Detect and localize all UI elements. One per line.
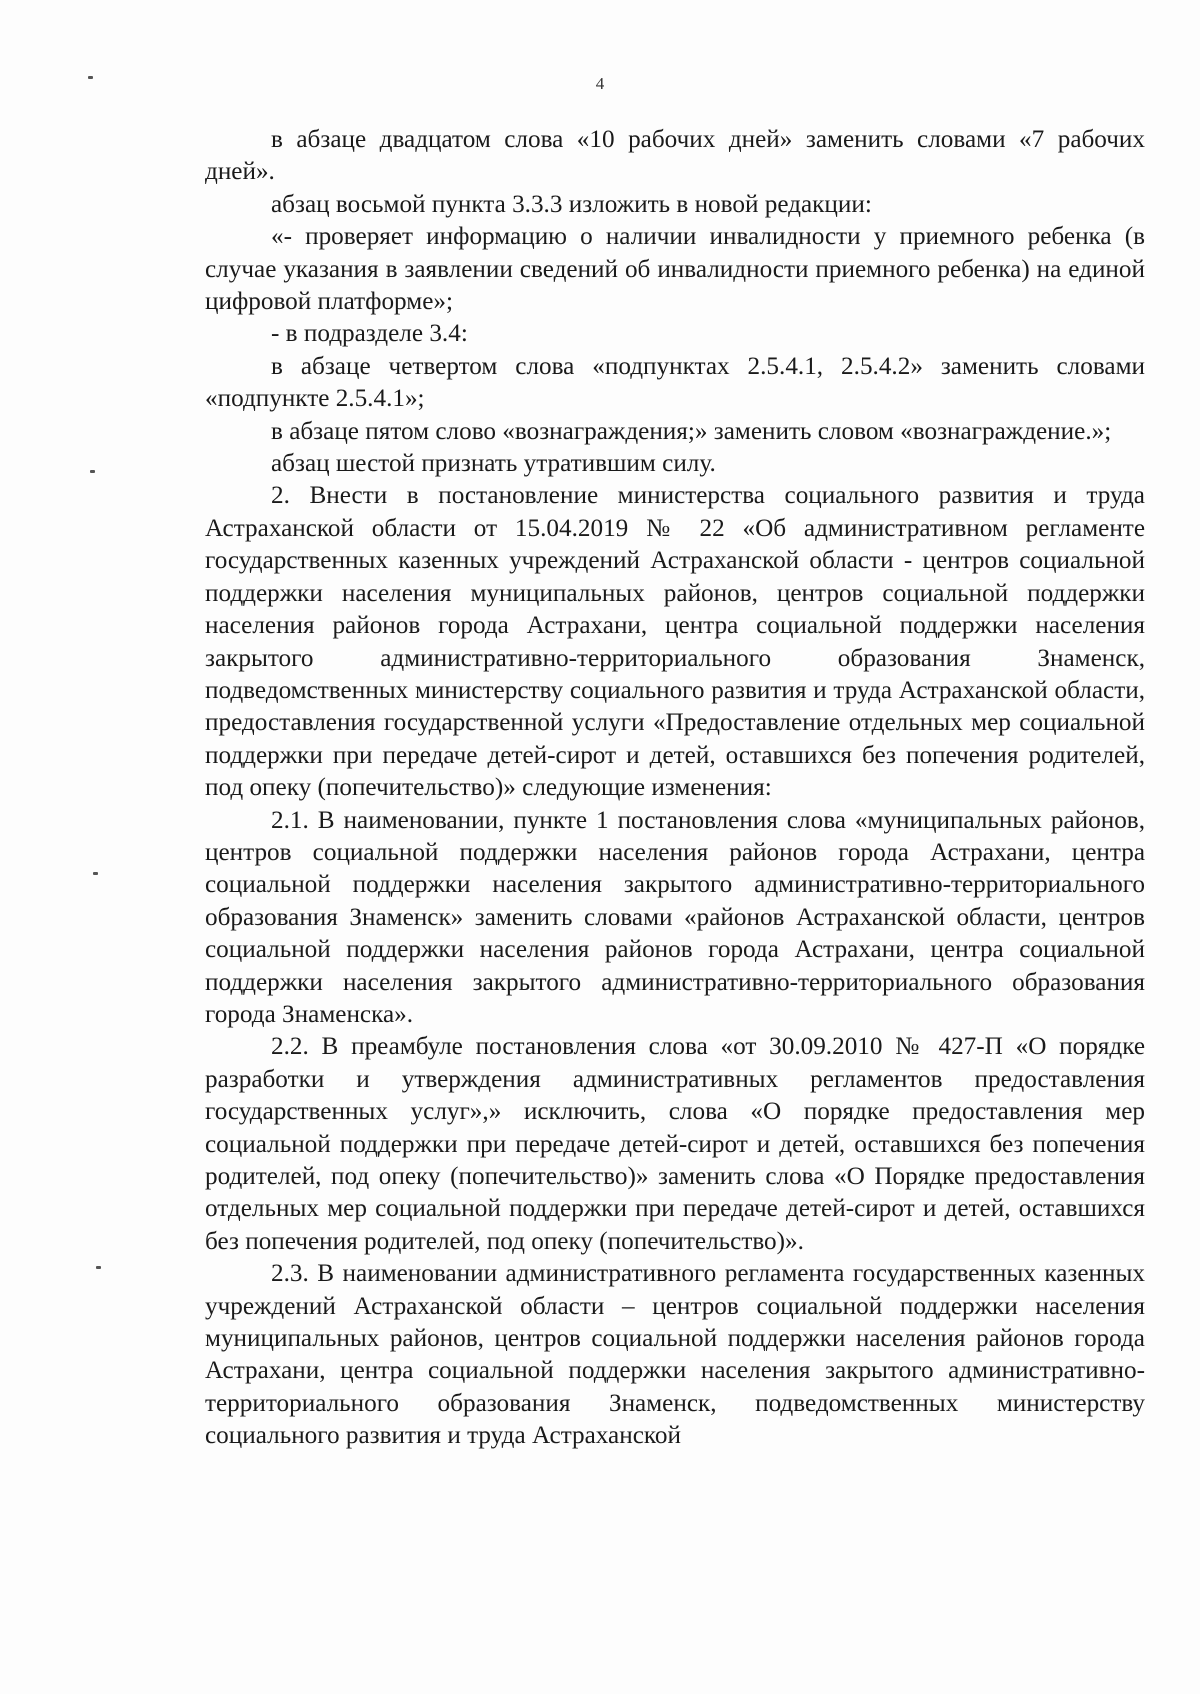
paragraph: 2.3. В наименовании административного регламента государственных казенных учреждений Астраханской области – центров социальной поддержки населения муниципальных районов, центров социальной поддержки населения районов города Астрахани, центра социальной поддержки населения закрытого административно-территориального образования Знаменск, подведомственных министерству социального развития и труда Астраханской — [205, 1260, 1145, 1450]
margin-mark — [93, 872, 98, 875]
paragraph: «- проверяет информацию о наличии инвалидности у приемного ребенка (в случае указания в заявлении сведений об инвалидности приемного ребенка) на единой цифровой платформе»; — [205, 223, 1145, 316]
paragraph: абзац шестой признать утратившим силу. — [271, 450, 716, 478]
page-number: 4 — [595, 74, 605, 93]
margin-mark — [90, 470, 95, 473]
paragraph: абзац восьмой пункта 3.3.3 изложить в новой редакции: — [271, 190, 872, 218]
paragraph: в абзаце двадцатом слова «10 рабочих дней» заменить словами «7 рабочих дней». — [205, 126, 1145, 186]
margin-mark — [96, 1266, 101, 1269]
paragraph: 2. Внести в постановление министерства социального развития и труда Астраханской области от 15.04.2019 № 22 «Об административном регламенте государственных казенных учреждений Астраханской области - центров социальной поддержки населения муниципальных районов, центров социальной поддержки населения районов города Астрахани, центра социальной поддержки населения закрытого административно-территориального образования Знаменск, подведомственных министерству социального развития и труда Астраханской области, предоставления государственной услуги «Предоставление отдельных мер социальной поддержки при передаче детей-сирот и детей, оставшихся без попечения родителей, под опеку (попечительство)» следующие изменения: — [205, 482, 1145, 802]
paragraph: 2.1. В наименовании, пункте 1 постановления слова «муниципальных районов, центров социальной поддержки населения районов города Астрахани, центра социальной поддержки населения закрытого административно-территориального образования Знаменск» заменить словами «районов Астраханской области, центров социальной поддержки населения районов города Астрахани, центра социальной поддержки населения закрытого административно-территориального образования города Знаменска». — [205, 806, 1145, 1028]
paragraph: в абзаце пятом слово «вознаграждения;» заменить словом «вознаграждение.»; — [271, 417, 1112, 445]
paragraph: 2.2. В преамбуле постановления слова «от 30.09.2010 № 427-П «О порядке разработки и утверждения административных регламентов предоставления государственных услуг»,» исключить, слова «О порядке предоставления мер социальной поддержки при передаче детей-сирот и детей, оставшихся без попечения родителей, под опеку (попечительство)» заменить слова «О Порядке предоставления отдельных мер социальной поддержки при передаче детей-сирот и детей, оставшихся без попечения родителей, под опеку (попечительство)». — [205, 1033, 1145, 1255]
margin-mark — [88, 76, 93, 79]
document-body — [205, 124, 1145, 1453]
paragraph: в абзаце четвертом слова «подпунктах 2.5.4.1, 2.5.4.2» заменить словами «подпункте 2.5.4.1»; — [205, 352, 1145, 413]
paragraph: - в подразделе 3.4: — [271, 320, 468, 348]
